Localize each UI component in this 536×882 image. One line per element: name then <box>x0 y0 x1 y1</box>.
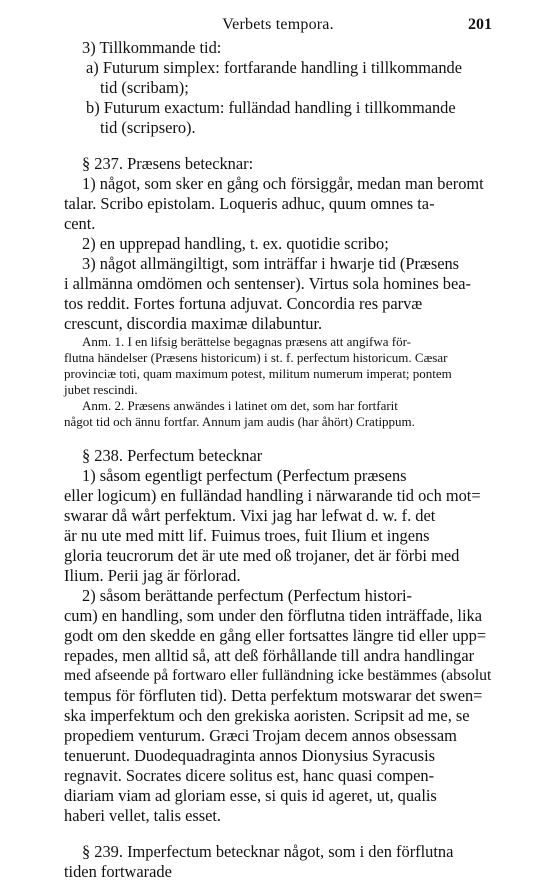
text-line: cent. <box>64 214 96 233</box>
note-line: provinciæ toti, quam maximum potest, militum numerum imperat; pontem <box>64 366 452 381</box>
section-heading-238: § 238. Perfectum betecknar <box>82 446 263 465</box>
text-line: tenuerunt. Duodequadraginta annos Dionysius Syracusis <box>64 746 435 765</box>
text-line: Ilium. Perii jag är förlorad. <box>64 566 241 585</box>
text-line: med afseende på fortwaro eller fulländning icke bestämmes (absolut <box>64 667 492 684</box>
note-anm-1 <box>64 334 492 398</box>
text-line: eller logicum) en fulländad handling i närwarande tid och mot= <box>64 486 481 505</box>
page-number: 201 <box>468 16 492 33</box>
text-line: ska imperfektum och den grekiska aoristen. Scripsit ad me, se <box>64 706 470 725</box>
text-line: 3) något allmängiltigt, som inträffar i hwarje tid (Præsens <box>82 254 460 273</box>
text-line: gloria teucrorum det är ute med oß trojaner, det är förbi med <box>64 546 460 565</box>
list-item-futurum-exactum: b) Futurum exactum: fulländad handling i tillkommande <box>86 98 456 117</box>
note-line: något tid och ännu fortfar. Annum jam audis (har åhört) Cratippum. <box>64 414 415 429</box>
text-line: haberi vellet, talis esset. <box>64 806 222 825</box>
page-body <box>64 38 492 882</box>
text-line: cum) en handling, som under den förflutna tiden inträffade, lika <box>64 606 482 625</box>
text-line: godt om den skedde en gång eller fortsattes längre tid eller upp= <box>64 626 487 645</box>
text-line: propediem venturum. Græci Trojam decem annos obsessam <box>64 726 457 745</box>
text-line: tiden fortwarade <box>64 862 172 881</box>
section-heading-239: § 239. Imperfectum betecknar något, som i den förflutna <box>82 842 454 861</box>
note-line: Anm. 2. Præsens anwändes i latinet om det, som har fortfarit <box>82 398 398 413</box>
text-line: 1) något, som sker en gång och försiggår, medan man beromt <box>82 174 484 193</box>
text-line: tid (scripsero). <box>100 118 196 137</box>
text-line: crescunt, discordia maximæ dilabuntur. <box>64 314 323 333</box>
section-heading-237: § 237. Præsens betecknar: <box>82 154 254 173</box>
note-line: jubet rescindi. <box>64 382 138 397</box>
text-line: 2) såsom berättande perfectum (Perfectum histori- <box>82 586 412 605</box>
text-line: är nu ute med mitt lif. Fuimus troes, fuit Ilium et ingens <box>64 526 430 545</box>
text-line: talar. Scribo epistolam. Loqueris adhuc, quum omnes ta- <box>64 194 435 213</box>
note-anm-2 <box>64 398 492 430</box>
list-item-future: 3) Tillkommande tid: <box>82 38 222 57</box>
text-line: tid (scribam); <box>100 78 189 97</box>
running-head: Verbets tempora. <box>222 16 334 33</box>
list-item-futurum-simplex: a) Futurum simplex: fortfarande handling i tillkommande <box>86 58 462 77</box>
text-line: tos reddit. Fortes fortuna adjuvat. Concordia res parvæ <box>64 294 423 313</box>
note-line: flutna händelser (Præsens historicum) i st. f. perfectum historicum. Cæsar <box>64 350 448 365</box>
text-line: diariam viam ad gloriam esse, si quis id ageret, ut, qualis <box>64 786 437 805</box>
text-line: regnavit. Socrates dicere solitus est, hanc quasi compen- <box>64 766 435 785</box>
text-line: i allmänna omdömen och sentenser). Virtus sola homines bea- <box>64 274 472 293</box>
page-header <box>64 14 492 38</box>
note-line: Anm. 1. I en lifsig berättelse begagnas præsens att angifwa för- <box>82 334 411 349</box>
text-line: 1) såsom egentligt perfectum (Perfectum præsens <box>82 466 407 485</box>
text-line: swarar då wårt perfektum. Vixi jag har lefwat d. w. f. det <box>64 506 436 525</box>
text-line: 2) en upprepad handling, t. ex. quotidie scribo; <box>82 234 389 253</box>
text-line: tempus för förfluten tid). Detta perfektum motswarar det swen= <box>64 686 483 705</box>
text-line: repades, men alltid så, att deß förhållande till andra handlingar <box>64 646 475 665</box>
